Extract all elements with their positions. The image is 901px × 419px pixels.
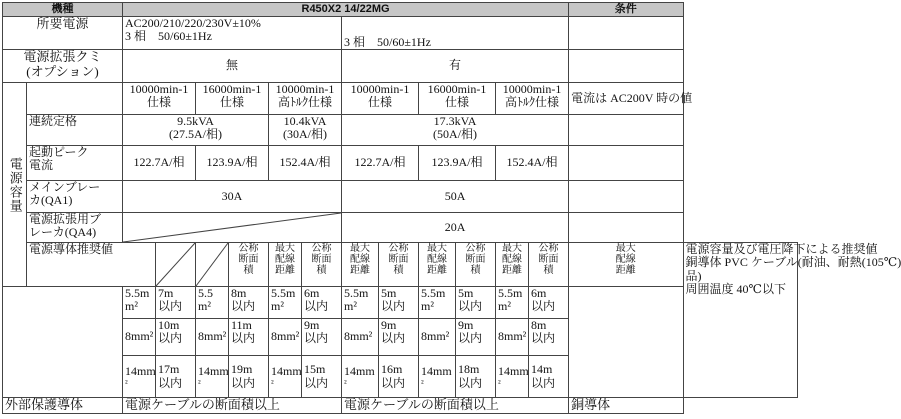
diagonal-slash xyxy=(156,243,195,286)
power-label: 所要電源 xyxy=(3,17,123,50)
kit-label-name: 電源拡張クミ xyxy=(23,49,102,64)
peak-b2: 123.9A/相 xyxy=(419,146,496,181)
main-breaker-label-2: カ(QA1) xyxy=(29,193,73,208)
h-dist-2: 配線 xyxy=(350,254,370,266)
main-breaker-label xyxy=(27,181,123,213)
dist-unit: 以内 xyxy=(531,299,556,314)
dist-cell xyxy=(529,356,569,398)
peak-condition xyxy=(569,146,683,181)
dist-unit: 以内 xyxy=(458,375,483,390)
peak-label xyxy=(27,146,123,181)
dist-cell xyxy=(229,287,269,319)
dist-cell xyxy=(456,319,496,356)
dist-cell xyxy=(456,287,496,319)
kit-yes: 有 xyxy=(342,50,569,83)
spec-a1 xyxy=(123,83,196,115)
conductor-header-row xyxy=(3,243,798,287)
protection-a: 電源ケーブルの断面積以上 xyxy=(123,398,342,414)
dist-unit: 以内 xyxy=(158,375,183,390)
peak-b3: 152.4A/相 xyxy=(496,146,569,181)
area-cell xyxy=(342,287,379,319)
conductor-b3-dist xyxy=(569,243,683,287)
dist-cell xyxy=(529,287,569,319)
conductor-b2-dist xyxy=(496,243,529,287)
main-breaker-label-1: メインブレー xyxy=(29,180,101,194)
dist-value: 9m xyxy=(304,318,320,332)
dist-cell xyxy=(156,356,196,398)
conductor-cond-4: 周囲温度 40℃以下 xyxy=(685,282,786,297)
ext-breaker-b: 20A xyxy=(342,213,569,243)
dist-value: 14m xyxy=(531,362,553,377)
protection-label: 外部保護導体 xyxy=(3,398,123,414)
dist-unit: 以内 xyxy=(304,331,329,346)
peak-a3: 152.4A/相 xyxy=(269,146,342,181)
dist-unit: 以内 xyxy=(381,375,406,390)
area-value: 14mm xyxy=(498,364,529,379)
spec-a3 xyxy=(269,83,342,115)
ext-breaker-row xyxy=(3,213,798,243)
h-area-3: 積 xyxy=(543,265,554,277)
dist-value: 8m xyxy=(531,318,547,332)
area-cell xyxy=(269,356,302,398)
dist-cell xyxy=(379,319,419,356)
peak-a2: 123.9A/相 xyxy=(196,146,269,181)
peak-row xyxy=(3,146,798,181)
area-cell xyxy=(496,356,529,398)
dist-unit: 以内 xyxy=(531,331,556,346)
h-area-2: 断面 xyxy=(465,254,486,266)
power-left-phase: 3 相 50/60±1Hz xyxy=(125,29,212,44)
area-unit: m² xyxy=(198,299,211,314)
h-dist-3: 距離 xyxy=(615,265,636,277)
conductor-a2-area xyxy=(229,243,269,287)
conductor-row-5-5 xyxy=(3,287,798,319)
conductor-a1-dist xyxy=(196,243,229,287)
dist-cell xyxy=(456,356,496,398)
conductor-cond-3: 品) xyxy=(685,268,702,283)
peak-b1: 122.7A/相 xyxy=(342,146,419,181)
dist-unit: 以内 xyxy=(381,299,406,314)
area-value: 5.5m xyxy=(498,286,523,300)
dist-unit: 以内 xyxy=(158,299,183,314)
rated-condition xyxy=(569,115,683,146)
conductor-cond-2: 銅導体 PVC ケーブル(耐油、耐熱(105℃) xyxy=(685,255,901,270)
dist-unit: 以内 xyxy=(231,299,256,314)
rated-c-amp: (50A/相) xyxy=(433,127,478,142)
spec-b1-speed: 10000min-1 xyxy=(350,82,410,96)
dist-value: 16m xyxy=(381,362,403,377)
area-value: 14mm xyxy=(421,364,452,379)
conductor-row-8 xyxy=(3,319,798,356)
rated-a-amp: (27.5A/相) xyxy=(169,127,222,142)
kit-row xyxy=(3,50,798,83)
conductor-b2-area xyxy=(456,243,496,287)
conductor-b1-area xyxy=(379,243,419,287)
area-cell: 8mm² xyxy=(269,319,302,356)
area-value: 5.5m xyxy=(271,286,296,300)
h-area-2: 断面 xyxy=(311,254,332,266)
dist-value: 6m xyxy=(531,286,547,300)
conductor-cond-1: 電源容量及び電圧降下による推奨値 xyxy=(685,242,878,256)
dist-unit: 以内 xyxy=(231,331,256,346)
conductor-condition xyxy=(683,242,901,398)
area-cell: 8mm² xyxy=(342,319,379,356)
area-unit: ² xyxy=(198,377,201,388)
h-dist-2: 配線 xyxy=(275,254,295,266)
dist-cell xyxy=(379,287,419,319)
area-cell: 8mm² xyxy=(196,319,229,356)
area-value: 14mm xyxy=(344,364,375,379)
area-cell: 8mm² xyxy=(419,319,456,356)
kit-condition xyxy=(569,50,683,83)
area-value: 14mm xyxy=(198,364,229,379)
dist-cell xyxy=(302,319,342,356)
protection-condition: 銅導体 xyxy=(569,398,683,414)
conductor-a2-dist xyxy=(269,243,302,287)
spec-b2 xyxy=(419,83,496,115)
dist-unit: 以内 xyxy=(381,331,406,346)
dist-unit: 以内 xyxy=(531,375,556,390)
dist-value: 11m xyxy=(231,318,252,332)
dist-cell xyxy=(379,356,419,398)
area-cell xyxy=(419,287,456,319)
ext-breaker-label-1: 電源拡張用ブ xyxy=(29,212,102,226)
dist-value: 19m xyxy=(231,362,253,377)
kit-none: 無 xyxy=(123,50,342,83)
dist-cell xyxy=(156,319,196,356)
main-breaker-row xyxy=(3,181,798,213)
h-area-3: 積 xyxy=(316,265,327,277)
h-dist-2: 配線 xyxy=(615,254,636,266)
dist-unit: 以内 xyxy=(304,299,329,314)
spec-label xyxy=(27,83,123,115)
area-cell xyxy=(342,356,379,398)
ext-breaker-label xyxy=(27,213,123,243)
dist-value: 18m xyxy=(458,362,480,377)
power-row xyxy=(3,17,798,50)
conductor-a1-area xyxy=(156,243,196,287)
area-unit: m² xyxy=(271,299,284,314)
spec-condition: 電流は AC200V 時の値 xyxy=(569,83,683,115)
spec-table xyxy=(2,2,901,414)
peak-a1: 122.7A/相 xyxy=(123,146,196,181)
dist-value: 10m xyxy=(158,318,180,332)
spec-a1-type: 仕様 xyxy=(146,95,171,110)
h-dist-2: 配線 xyxy=(502,254,522,266)
spec-b2-type: 仕様 xyxy=(444,95,469,110)
area-value: 5.5 xyxy=(198,286,213,300)
area-unit: m² xyxy=(498,299,511,314)
dist-cell xyxy=(229,319,269,356)
peak-label-1: 起動ピーク xyxy=(29,145,89,159)
ext-breaker-condition xyxy=(569,213,683,243)
rated-row xyxy=(3,115,798,146)
dist-value: 5m xyxy=(381,286,397,300)
area-cell xyxy=(196,356,229,398)
conductor-row-14 xyxy=(3,356,798,398)
spec-a2 xyxy=(196,83,269,115)
area-unit: m² xyxy=(344,299,357,314)
power-right: 3 相 50/60±1Hz xyxy=(342,17,569,50)
h-dist-3: 距離 xyxy=(350,265,370,277)
spec-a2-speed: 16000min-1 xyxy=(202,82,262,96)
capacity-group-label: 電源容量 xyxy=(3,83,27,287)
power-left-voltage: AC200/210/220/230V±10% xyxy=(125,16,261,30)
area-cell xyxy=(269,287,302,319)
h-area-1: 公称 xyxy=(388,243,409,254)
rated-label: 連続定格 xyxy=(27,115,123,146)
area-unit: m² xyxy=(421,299,434,314)
area-cell xyxy=(196,287,229,319)
area-cell: 8mm² xyxy=(123,319,156,356)
power-left xyxy=(123,17,342,50)
dist-value: 5m xyxy=(458,286,474,300)
h-dist-3: 距離 xyxy=(275,265,295,277)
conductor-a3-dist xyxy=(342,243,379,287)
rated-a xyxy=(123,115,269,146)
main-breaker-condition xyxy=(569,181,683,213)
rated-b-kva: 10.4kVA xyxy=(283,114,327,128)
h-area-3: 積 xyxy=(470,265,481,277)
dist-cell xyxy=(529,319,569,356)
conductor-blank xyxy=(3,287,123,398)
ext-breaker-none xyxy=(123,213,342,243)
kit-label xyxy=(3,50,123,83)
diagonal-slash xyxy=(196,243,228,286)
area-unit: ² xyxy=(271,377,274,388)
spec-b3 xyxy=(496,83,569,115)
area-cell xyxy=(496,287,529,319)
area-unit: ² xyxy=(498,377,501,388)
spec-b1-type: 仕様 xyxy=(367,95,392,110)
dist-cell xyxy=(229,356,269,398)
header-row xyxy=(3,3,798,17)
spec-b3-type: 高ﾄﾙｸ仕様 xyxy=(505,95,560,110)
dist-value: 9m xyxy=(458,318,474,332)
spec-a2-type: 仕様 xyxy=(219,95,244,110)
h-dist-1: 最大 xyxy=(615,243,636,254)
area-value: 5.5m xyxy=(344,286,369,300)
h-area-2: 断面 xyxy=(238,254,259,266)
spec-row xyxy=(3,83,798,115)
ext-breaker-label-2: レーカ(QA4) xyxy=(29,225,97,240)
conductor-b3-area xyxy=(529,243,569,287)
rated-b-amp: (30A/相) xyxy=(283,127,327,142)
spec-b1 xyxy=(342,83,419,115)
h-area-1: 公称 xyxy=(311,243,332,254)
dist-unit: 以内 xyxy=(458,299,483,314)
header-condition: 条件 xyxy=(569,3,683,17)
h-area-3: 積 xyxy=(393,265,404,277)
area-value: 14mm xyxy=(125,364,156,379)
kit-label-option: (オプション) xyxy=(26,63,99,79)
protection-row xyxy=(3,398,798,414)
h-dist-1: 最大 xyxy=(427,243,447,254)
dist-unit: 以内 xyxy=(458,331,483,346)
dist-cell xyxy=(302,356,342,398)
h-dist-2: 配線 xyxy=(427,254,447,266)
conductor-b1-dist xyxy=(419,243,456,287)
area-cell xyxy=(419,356,456,398)
h-area-1: 公称 xyxy=(538,243,559,254)
area-unit: ² xyxy=(421,377,424,388)
dist-value: 8m xyxy=(231,286,247,300)
conductor-a3-area xyxy=(302,243,342,287)
dist-value: 15m xyxy=(304,362,326,377)
header-model-value: R450X2 14/22MG xyxy=(123,3,569,17)
spec-b3-speed: 10000min-1 xyxy=(502,82,562,96)
spec-a3-type: 高ﾄﾙｸ仕様 xyxy=(277,95,332,110)
protection-b: 電源ケーブルの断面積以上 xyxy=(342,398,569,414)
area-cell: 8mm² xyxy=(496,319,529,356)
h-area-2: 断面 xyxy=(538,254,559,266)
area-cell xyxy=(123,356,156,398)
h-dist-1: 最大 xyxy=(350,243,370,254)
dist-value: 7m xyxy=(158,286,174,300)
dist-cell xyxy=(302,287,342,319)
dist-unit: 以内 xyxy=(231,375,256,390)
area-unit: ² xyxy=(125,377,128,388)
h-area-1: 公称 xyxy=(465,243,486,254)
main-breaker-b: 50A xyxy=(342,181,569,213)
power-condition xyxy=(569,17,683,50)
h-dist-1: 最大 xyxy=(502,243,522,254)
spec-b2-speed: 16000min-1 xyxy=(427,82,487,96)
rated-b xyxy=(269,115,342,146)
spec-a1-speed: 10000min-1 xyxy=(129,82,189,96)
area-unit: ² xyxy=(344,377,347,388)
area-unit: m² xyxy=(125,299,138,314)
dist-unit: 以内 xyxy=(304,375,329,390)
h-area-1: 公称 xyxy=(238,243,259,254)
area-value: 14mm xyxy=(271,364,302,379)
spec-a3-speed: 10000min-1 xyxy=(275,82,335,96)
area-value: 5.5m xyxy=(125,286,150,300)
dist-value: 17m xyxy=(158,362,180,377)
dist-cell xyxy=(156,287,196,319)
main-breaker-a: 30A xyxy=(123,181,342,213)
dist-unit: 以内 xyxy=(158,331,183,346)
area-cell xyxy=(123,287,156,319)
area-value: 5.5m xyxy=(421,286,446,300)
h-dist-3: 距離 xyxy=(502,265,522,277)
h-dist-3: 距離 xyxy=(427,265,447,277)
peak-label-2: 電流 xyxy=(29,158,54,173)
rated-c-kva: 17.3kVA xyxy=(433,114,477,128)
diagonal-slash xyxy=(123,213,341,242)
h-area-3: 積 xyxy=(243,265,254,277)
dist-value: 6m xyxy=(304,286,320,300)
conductor-label: 電源導体推奨値 xyxy=(27,243,156,287)
header-model: 機種 xyxy=(3,3,123,17)
rated-c xyxy=(342,115,569,146)
h-area-2: 断面 xyxy=(388,254,409,266)
rated-a-kva: 9.5kVA xyxy=(177,114,214,128)
h-dist-1: 最大 xyxy=(275,243,295,254)
dist-value: 9m xyxy=(381,318,397,332)
